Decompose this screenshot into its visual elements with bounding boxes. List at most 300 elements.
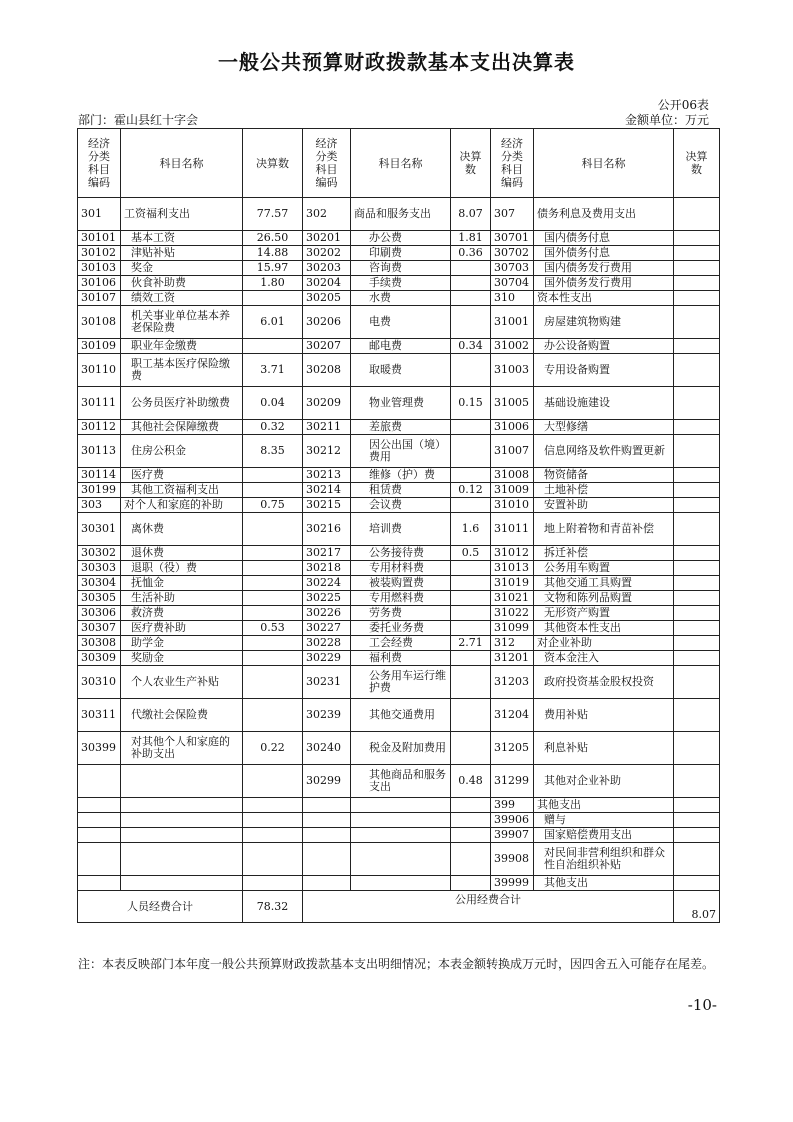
name-cell: 对个人和家庭的补助 <box>121 498 243 513</box>
code-cell: 30203 <box>303 261 351 276</box>
code-cell: 30304 <box>78 576 121 591</box>
public-total-label: 公用经费合计 <box>303 891 674 923</box>
name-cell <box>351 798 451 813</box>
code-cell: 30299 <box>303 765 351 798</box>
amount-cell: 15.97 <box>243 261 303 276</box>
name-cell: 印刷费 <box>351 246 451 261</box>
code-cell: 39999 <box>491 876 534 891</box>
amount-cell <box>674 606 720 621</box>
amount-cell: 6.01 <box>243 306 303 339</box>
page-title: 一般公共预算财政拨款基本支出决算表 <box>218 50 575 74</box>
amount-cell: 0.32 <box>243 420 303 435</box>
amount-cell <box>674 483 720 498</box>
code-cell: 31203 <box>491 666 534 699</box>
code-cell: 30211 <box>303 420 351 435</box>
code-cell: 399 <box>491 798 534 813</box>
name-cell: 费用补贴 <box>534 699 674 732</box>
amount-cell: 0.04 <box>243 387 303 420</box>
amount-cell <box>674 651 720 666</box>
amount-cell <box>451 468 491 483</box>
code-cell: 30108 <box>78 306 121 339</box>
code-cell: 30228 <box>303 636 351 651</box>
code-cell: 307 <box>491 198 534 231</box>
table-row <box>78 606 720 621</box>
name-cell: 债务利息及费用支出 <box>534 198 674 231</box>
amount-cell <box>674 546 720 561</box>
name-cell: 其他商品和服务支出 <box>351 765 451 798</box>
table-row <box>78 666 720 699</box>
name-cell: 对企业补助 <box>534 636 674 651</box>
name-cell: 国外债务付息 <box>534 246 674 261</box>
amount-cell <box>674 513 720 546</box>
name-cell: 税金及附加费用 <box>351 732 451 765</box>
code-cell: 30226 <box>303 606 351 621</box>
code-cell <box>78 798 121 813</box>
name-cell: 会议费 <box>351 498 451 513</box>
code-cell: 312 <box>491 636 534 651</box>
code-cell: 31099 <box>491 621 534 636</box>
code-cell: 31201 <box>491 651 534 666</box>
name-cell: 代缴社会保险费 <box>121 699 243 732</box>
code-cell <box>78 876 121 891</box>
amount-cell <box>451 591 491 606</box>
name-cell: 维修（护）费 <box>351 468 451 483</box>
amount-cell <box>674 198 720 231</box>
amount-cell <box>451 498 491 513</box>
name-cell: 专用燃料费 <box>351 591 451 606</box>
name-cell: 办公费 <box>351 231 451 246</box>
name-cell: 津贴补贴 <box>121 246 243 261</box>
code-cell: 30218 <box>303 561 351 576</box>
amount-cell <box>674 468 720 483</box>
name-cell: 被装购置费 <box>351 576 451 591</box>
name-cell: 工资福利支出 <box>121 198 243 231</box>
name-cell <box>121 765 243 798</box>
amount-cell: 0.12 <box>451 483 491 498</box>
code-cell: 30106 <box>78 276 121 291</box>
amount-cell <box>243 636 303 651</box>
code-cell: 30204 <box>303 276 351 291</box>
code-cell: 30215 <box>303 498 351 513</box>
table-row <box>78 813 720 828</box>
header-name: 科目名称 <box>534 129 674 198</box>
amount-cell: 1.80 <box>243 276 303 291</box>
amount-cell: 0.34 <box>451 339 491 354</box>
header-amount: 决算 数 <box>451 129 491 198</box>
code-cell: 30307 <box>78 621 121 636</box>
name-cell: 退休费 <box>121 546 243 561</box>
table-row <box>78 291 720 306</box>
amount-cell <box>451 843 491 876</box>
code-cell <box>78 813 121 828</box>
table-row <box>78 339 720 354</box>
code-cell <box>303 828 351 843</box>
table-row <box>78 828 720 843</box>
code-cell: 30216 <box>303 513 351 546</box>
code-cell: 30107 <box>78 291 121 306</box>
amount-cell <box>243 291 303 306</box>
name-cell: 电费 <box>351 306 451 339</box>
code-cell: 31010 <box>491 498 534 513</box>
code-cell: 31204 <box>491 699 534 732</box>
code-cell <box>303 843 351 876</box>
amount-cell <box>451 876 491 891</box>
table-row <box>78 546 720 561</box>
expenditure-table <box>77 128 720 923</box>
name-cell: 公务用车运行维护费 <box>351 666 451 699</box>
name-cell <box>351 828 451 843</box>
table-row <box>78 513 720 546</box>
name-cell: 其他对企业补助 <box>534 765 674 798</box>
code-cell: 30205 <box>303 291 351 306</box>
code-cell: 31012 <box>491 546 534 561</box>
code-cell: 30110 <box>78 354 121 387</box>
amount-cell: 0.75 <box>243 498 303 513</box>
amount-cell <box>243 561 303 576</box>
name-cell: 基本工资 <box>121 231 243 246</box>
amount-cell <box>674 813 720 828</box>
name-cell: 利息补贴 <box>534 732 674 765</box>
name-cell: 大型修缮 <box>534 420 674 435</box>
name-cell: 委托业务费 <box>351 621 451 636</box>
amount-cell: 77.57 <box>243 198 303 231</box>
table-row <box>78 276 720 291</box>
amount-cell <box>451 798 491 813</box>
amount-cell <box>674 666 720 699</box>
name-cell: 国内债务发行费用 <box>534 261 674 276</box>
code-cell: 31006 <box>491 420 534 435</box>
code-cell: 30202 <box>303 246 351 261</box>
code-cell <box>78 765 121 798</box>
name-cell: 文物和陈列品购置 <box>534 591 674 606</box>
name-cell: 住房公积金 <box>121 435 243 468</box>
code-cell <box>78 828 121 843</box>
code-cell: 31299 <box>491 765 534 798</box>
name-cell: 物资储备 <box>534 468 674 483</box>
name-cell: 差旅费 <box>351 420 451 435</box>
amount-cell <box>451 261 491 276</box>
code-cell: 31007 <box>491 435 534 468</box>
amount-cell <box>451 813 491 828</box>
table-row <box>78 636 720 651</box>
personnel-total-value: 78.32 <box>243 891 303 923</box>
amount-cell <box>243 546 303 561</box>
code-cell: 301 <box>78 198 121 231</box>
name-cell: 医疗费补助 <box>121 621 243 636</box>
table-row <box>78 231 720 246</box>
amount-cell <box>674 576 720 591</box>
table-row <box>78 354 720 387</box>
header-amount: 决算 数 <box>674 129 720 198</box>
amount-cell <box>674 420 720 435</box>
code-cell: 30309 <box>78 651 121 666</box>
amount-cell: 0.5 <box>451 546 491 561</box>
amount-cell <box>243 699 303 732</box>
name-cell: 其他工资福利支出 <box>121 483 243 498</box>
name-cell <box>121 828 243 843</box>
code-cell: 30209 <box>303 387 351 420</box>
name-cell: 伙食补助费 <box>121 276 243 291</box>
code-cell: 30101 <box>78 231 121 246</box>
code-cell: 31011 <box>491 513 534 546</box>
code-cell: 31022 <box>491 606 534 621</box>
header-code: 经济 分类 科目 编码 <box>303 129 351 198</box>
code-cell <box>303 813 351 828</box>
name-cell: 对民间非营利组织和群众性自治组织补贴 <box>534 843 674 876</box>
code-cell: 30306 <box>78 606 121 621</box>
code-cell: 30239 <box>303 699 351 732</box>
table-row <box>78 798 720 813</box>
table-row <box>78 246 720 261</box>
code-cell: 30302 <box>78 546 121 561</box>
amount-cell <box>243 591 303 606</box>
name-cell: 国家赔偿费用支出 <box>534 828 674 843</box>
amount-cell <box>243 483 303 498</box>
amount-cell <box>451 828 491 843</box>
amount-cell: 0.36 <box>451 246 491 261</box>
code-cell: 30214 <box>303 483 351 498</box>
amount-cell <box>451 276 491 291</box>
code-cell: 30102 <box>78 246 121 261</box>
amount-cell <box>451 291 491 306</box>
amount-cell <box>451 732 491 765</box>
code-cell: 31005 <box>491 387 534 420</box>
code-cell: 30199 <box>78 483 121 498</box>
name-cell: 国内债务付息 <box>534 231 674 246</box>
amount-cell: 8.35 <box>243 435 303 468</box>
code-cell: 31008 <box>491 468 534 483</box>
table-row <box>78 765 720 798</box>
amount-cell <box>243 843 303 876</box>
amount-cell <box>674 561 720 576</box>
name-cell: 奖励金 <box>121 651 243 666</box>
amount-cell <box>451 651 491 666</box>
table-row <box>78 387 720 420</box>
amount-cell: 0.53 <box>243 621 303 636</box>
amount-cell <box>451 420 491 435</box>
code-cell: 30201 <box>303 231 351 246</box>
code-cell: 30206 <box>303 306 351 339</box>
code-cell: 302 <box>303 198 351 231</box>
code-cell: 31205 <box>491 732 534 765</box>
name-cell: 专用材料费 <box>351 561 451 576</box>
name-cell: 资本金注入 <box>534 651 674 666</box>
amount-cell <box>674 765 720 798</box>
form-number: 公开06表 <box>657 98 709 112</box>
amount-cell <box>674 798 720 813</box>
name-cell: 对其他个人和家庭的补助支出 <box>121 732 243 765</box>
amount-cell <box>243 339 303 354</box>
amount-cell <box>674 732 720 765</box>
amount-cell <box>243 765 303 798</box>
code-cell: 31021 <box>491 591 534 606</box>
name-cell <box>351 813 451 828</box>
name-cell: 水费 <box>351 291 451 306</box>
amount-cell: 0.15 <box>451 387 491 420</box>
name-cell: 机关事业单位基本养老保险费 <box>121 306 243 339</box>
code-cell: 30213 <box>303 468 351 483</box>
amount-cell <box>674 246 720 261</box>
code-cell: 30229 <box>303 651 351 666</box>
amount-cell: 14.88 <box>243 246 303 261</box>
code-cell: 30399 <box>78 732 121 765</box>
code-cell: 30303 <box>78 561 121 576</box>
name-cell: 安置补助 <box>534 498 674 513</box>
table-row <box>78 576 720 591</box>
amount-cell <box>451 666 491 699</box>
amount-cell <box>674 291 720 306</box>
code-cell: 30308 <box>78 636 121 651</box>
name-cell: 赠与 <box>534 813 674 828</box>
code-cell: 303 <box>78 498 121 513</box>
code-cell: 31009 <box>491 483 534 498</box>
amount-cell: 0.48 <box>451 765 491 798</box>
name-cell: 职工基本医疗保险缴费 <box>121 354 243 387</box>
table-row <box>78 483 720 498</box>
header-code: 经济 分类 科目 编码 <box>78 129 121 198</box>
amount-cell: 1.81 <box>451 231 491 246</box>
amount-cell <box>451 561 491 576</box>
code-cell: 30208 <box>303 354 351 387</box>
amount-cell <box>451 435 491 468</box>
code-cell: 30212 <box>303 435 351 468</box>
code-cell: 30114 <box>78 468 121 483</box>
name-cell: 福利费 <box>351 651 451 666</box>
code-cell: 30701 <box>491 231 534 246</box>
code-cell: 30310 <box>78 666 121 699</box>
amount-cell <box>243 576 303 591</box>
code-cell: 30103 <box>78 261 121 276</box>
amount-cell <box>243 813 303 828</box>
code-cell: 30231 <box>303 666 351 699</box>
name-cell: 其他支出 <box>534 798 674 813</box>
code-cell <box>303 876 351 891</box>
name-cell <box>351 843 451 876</box>
code-cell: 30301 <box>78 513 121 546</box>
name-cell: 公务用车购置 <box>534 561 674 576</box>
amount-cell: 8.07 <box>451 198 491 231</box>
amount-cell <box>674 261 720 276</box>
footnote: 注：本表反映部门本年度一般公共预算财政拨款基本支出明细情况；本表金额转换成万元时，因四舍五入可能存在尾差。 <box>78 957 715 971</box>
name-cell: 邮电费 <box>351 339 451 354</box>
name-cell: 手续费 <box>351 276 451 291</box>
amount-cell <box>674 339 720 354</box>
table-row <box>78 621 720 636</box>
code-cell: 30111 <box>78 387 121 420</box>
totals-row <box>78 891 720 923</box>
name-cell <box>351 876 451 891</box>
unit-label: 金额单位：万元 <box>624 113 709 127</box>
name-cell: 物业管理费 <box>351 387 451 420</box>
code-cell: 30112 <box>78 420 121 435</box>
name-cell: 办公设备购置 <box>534 339 674 354</box>
name-cell: 政府投资基金股权投资 <box>534 666 674 699</box>
table-row <box>78 435 720 468</box>
name-cell: 商品和服务支出 <box>351 198 451 231</box>
code-cell: 39908 <box>491 843 534 876</box>
amount-cell: 3.71 <box>243 354 303 387</box>
name-cell: 公务员医疗补助缴费 <box>121 387 243 420</box>
code-cell: 31001 <box>491 306 534 339</box>
code-cell: 30217 <box>303 546 351 561</box>
name-cell <box>121 876 243 891</box>
amount-cell: 0.22 <box>243 732 303 765</box>
table-row <box>78 876 720 891</box>
name-cell: 其他资本性支出 <box>534 621 674 636</box>
name-cell: 公务接待费 <box>351 546 451 561</box>
code-cell: 30224 <box>303 576 351 591</box>
amount-cell <box>674 276 720 291</box>
code-cell <box>303 798 351 813</box>
amount-cell <box>674 231 720 246</box>
name-cell: 救济费 <box>121 606 243 621</box>
name-cell: 资本性支出 <box>534 291 674 306</box>
table-row <box>78 261 720 276</box>
code-cell: 30109 <box>78 339 121 354</box>
name-cell: 绩效工资 <box>121 291 243 306</box>
code-cell: 39906 <box>491 813 534 828</box>
name-cell: 信息网络及软件购置更新 <box>534 435 674 468</box>
name-cell: 劳务费 <box>351 606 451 621</box>
name-cell <box>121 798 243 813</box>
name-cell: 租赁费 <box>351 483 451 498</box>
amount-cell <box>674 843 720 876</box>
code-cell: 30704 <box>491 276 534 291</box>
code-cell <box>78 843 121 876</box>
personnel-total-label: 人员经费合计 <box>78 891 243 923</box>
code-cell: 39907 <box>491 828 534 843</box>
code-cell: 31002 <box>491 339 534 354</box>
code-cell: 30240 <box>303 732 351 765</box>
code-cell: 310 <box>491 291 534 306</box>
name-cell: 其他社会保障缴费 <box>121 420 243 435</box>
code-cell: 30113 <box>78 435 121 468</box>
amount-cell <box>243 828 303 843</box>
page-number: -10- <box>687 996 717 1014</box>
department-label: 部门：霍山县红十字会 <box>78 113 199 127</box>
table-row <box>78 843 720 876</box>
amount-cell <box>674 699 720 732</box>
header-name: 科目名称 <box>351 129 451 198</box>
name-cell: 因公出国（境）费用 <box>351 435 451 468</box>
code-cell: 30207 <box>303 339 351 354</box>
code-cell: 30227 <box>303 621 351 636</box>
name-cell: 生活补助 <box>121 591 243 606</box>
name-cell: 土地补偿 <box>534 483 674 498</box>
name-cell: 其他交通费用 <box>351 699 451 732</box>
amount-cell <box>674 354 720 387</box>
code-cell: 30702 <box>491 246 534 261</box>
amount-cell <box>243 606 303 621</box>
name-cell: 奖金 <box>121 261 243 276</box>
name-cell <box>121 843 243 876</box>
name-cell: 离休费 <box>121 513 243 546</box>
amount-cell <box>674 591 720 606</box>
name-cell: 国外债务发行费用 <box>534 276 674 291</box>
name-cell: 个人农业生产补贴 <box>121 666 243 699</box>
amount-cell <box>674 636 720 651</box>
amount-cell: 2.71 <box>451 636 491 651</box>
name-cell: 其他交通工具购置 <box>534 576 674 591</box>
name-cell: 医疗费 <box>121 468 243 483</box>
table-row <box>78 306 720 339</box>
table-row <box>78 198 720 231</box>
name-cell: 抚恤金 <box>121 576 243 591</box>
name-cell: 其他支出 <box>534 876 674 891</box>
code-cell: 31013 <box>491 561 534 576</box>
header-name: 科目名称 <box>121 129 243 198</box>
amount-cell <box>451 699 491 732</box>
